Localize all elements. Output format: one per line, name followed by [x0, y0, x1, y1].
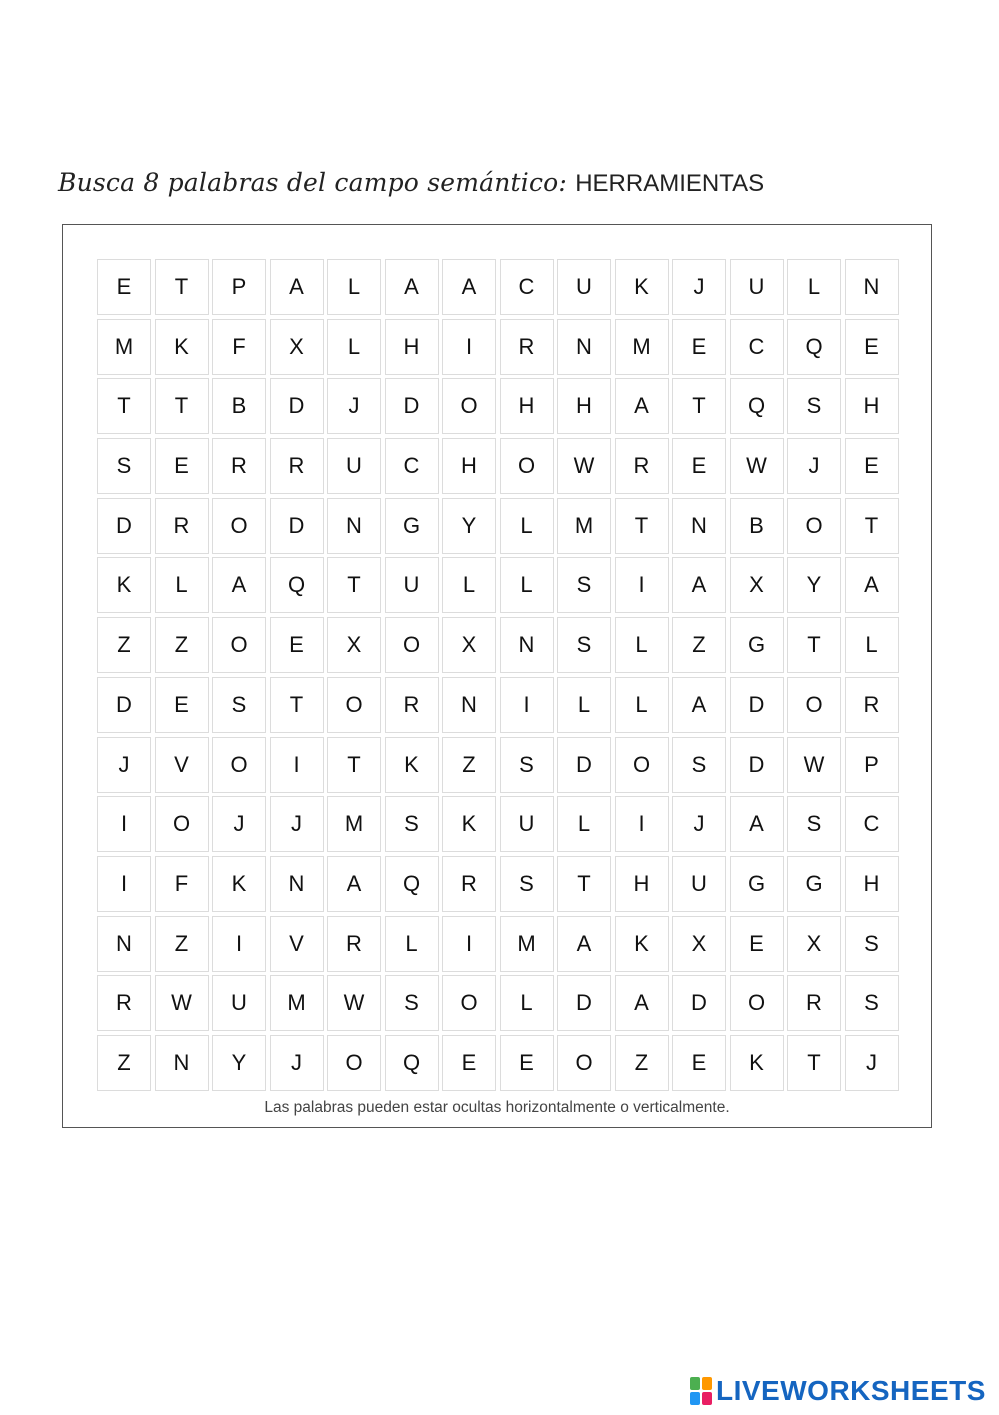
grid-cell[interactable]: M	[327, 796, 381, 852]
grid-cell[interactable]: M	[500, 916, 554, 972]
grid-cell[interactable]: U	[327, 438, 381, 494]
grid-cell[interactable]: T	[97, 378, 151, 434]
grid-cell[interactable]: O	[327, 677, 381, 733]
grid-cell[interactable]: L	[385, 916, 439, 972]
grid-cell[interactable]: N	[557, 319, 611, 375]
grid-cell[interactable]: M	[97, 319, 151, 375]
title-topic: HERRAMIENTAS	[575, 170, 765, 197]
grid-cell[interactable]: D	[557, 975, 611, 1031]
grid-cell[interactable]: F	[155, 856, 209, 912]
worksheet-title	[58, 168, 764, 198]
grid-cell[interactable]: I	[500, 677, 554, 733]
grid-cell[interactable]: A	[672, 557, 726, 613]
grid-cell[interactable]: X	[787, 916, 841, 972]
grid-cell[interactable]: R	[615, 438, 669, 494]
grid-cell[interactable]: S	[845, 975, 899, 1031]
grid-cell[interactable]: O	[442, 378, 496, 434]
grid-cell[interactable]: R	[500, 319, 554, 375]
grid-cell[interactable]: I	[442, 916, 496, 972]
grid-cell[interactable]: Q	[385, 1035, 439, 1091]
grid-cell[interactable]: F	[212, 319, 266, 375]
grid-cell[interactable]: D	[672, 975, 726, 1031]
grid-cell[interactable]: D	[730, 677, 784, 733]
grid-cell[interactable]: S	[557, 557, 611, 613]
grid-cell[interactable]: S	[787, 796, 841, 852]
grid-cell[interactable]: E	[672, 1035, 726, 1091]
grid-cell[interactable]: K	[155, 319, 209, 375]
grid-cell[interactable]: E	[845, 438, 899, 494]
grid-cell[interactable]: K	[730, 1035, 784, 1091]
grid-cell[interactable]: E	[500, 1035, 554, 1091]
grid-cell[interactable]: O	[212, 617, 266, 673]
grid-cell[interactable]: X	[730, 557, 784, 613]
grid-cell[interactable]: N	[327, 498, 381, 554]
grid-cell[interactable]: Q	[270, 557, 324, 613]
grid-cell[interactable]: D	[385, 378, 439, 434]
grid-cell[interactable]: N	[442, 677, 496, 733]
grid-cell[interactable]: T	[787, 617, 841, 673]
grid-cell[interactable]: H	[557, 378, 611, 434]
grid-cell[interactable]: B	[730, 498, 784, 554]
logo-icon-square-3	[690, 1392, 700, 1405]
grid-cell[interactable]: T	[327, 737, 381, 793]
grid-cell[interactable]: O	[787, 677, 841, 733]
grid-cell[interactable]: L	[500, 498, 554, 554]
grid-cell[interactable]: W	[155, 975, 209, 1031]
grid-cell[interactable]: J	[97, 737, 151, 793]
grid-cell[interactable]: J	[270, 796, 324, 852]
grid-cell[interactable]: O	[385, 617, 439, 673]
grid-cell[interactable]: Y	[212, 1035, 266, 1091]
grid-cell[interactable]: S	[97, 438, 151, 494]
grid-cell[interactable]: U	[385, 557, 439, 613]
grid-cell[interactable]: D	[270, 378, 324, 434]
grid-cell[interactable]: H	[385, 319, 439, 375]
grid-cell[interactable]: L	[327, 259, 381, 315]
grid-cell[interactable]: E	[155, 677, 209, 733]
grid-cell[interactable]: T	[557, 856, 611, 912]
grid-cell[interactable]: E	[672, 319, 726, 375]
grid-cell[interactable]: T	[845, 498, 899, 554]
grid-cell[interactable]: K	[615, 916, 669, 972]
grid-cell[interactable]: M	[557, 498, 611, 554]
grid-cell[interactable]: L	[787, 259, 841, 315]
grid-cell[interactable]: S	[212, 677, 266, 733]
grid-cell[interactable]: O	[615, 737, 669, 793]
grid-cell[interactable]: G	[385, 498, 439, 554]
grid-cell[interactable]: S	[500, 737, 554, 793]
grid-cell[interactable]: S	[557, 617, 611, 673]
grid-cell[interactable]: R	[270, 438, 324, 494]
grid-cell[interactable]: L	[442, 557, 496, 613]
grid-cell[interactable]: C	[385, 438, 439, 494]
word-search-grid	[97, 259, 899, 1091]
grid-cell[interactable]: O	[327, 1035, 381, 1091]
grid-cell[interactable]: R	[212, 438, 266, 494]
grid-cell[interactable]: S	[385, 796, 439, 852]
grid-cell[interactable]: N	[155, 1035, 209, 1091]
grid-cell[interactable]: R	[155, 498, 209, 554]
grid-cell[interactable]: T	[327, 557, 381, 613]
grid-cell[interactable]: N	[672, 498, 726, 554]
liveworksheets-logo[interactable]	[690, 1374, 986, 1408]
grid-cell[interactable]: Z	[615, 1035, 669, 1091]
grid-cell[interactable]: D	[730, 737, 784, 793]
grid-cell[interactable]: Q	[787, 319, 841, 375]
grid-cell[interactable]: A	[385, 259, 439, 315]
grid-cell[interactable]: Z	[442, 737, 496, 793]
grid-cell[interactable]: O	[787, 498, 841, 554]
grid-cell[interactable]: U	[557, 259, 611, 315]
grid-cell[interactable]: H	[500, 378, 554, 434]
grid-cell[interactable]: T	[155, 259, 209, 315]
grid-cell[interactable]: I	[212, 916, 266, 972]
grid-cell[interactable]: I	[615, 557, 669, 613]
grid-cell[interactable]: R	[442, 856, 496, 912]
grid-cell[interactable]: G	[787, 856, 841, 912]
grid-cell[interactable]: Z	[97, 617, 151, 673]
grid-cell[interactable]: E	[270, 617, 324, 673]
grid-cell[interactable]: A	[442, 259, 496, 315]
grid-cell[interactable]: W	[557, 438, 611, 494]
grid-cell[interactable]: I	[97, 856, 151, 912]
grid-cell[interactable]: M	[615, 319, 669, 375]
grid-cell[interactable]: G	[730, 856, 784, 912]
grid-cell[interactable]: Q	[385, 856, 439, 912]
grid-cell[interactable]: Q	[730, 378, 784, 434]
grid-cell[interactable]: D	[97, 677, 151, 733]
grid-cell[interactable]: K	[212, 856, 266, 912]
grid-cell[interactable]: N	[97, 916, 151, 972]
grid-cell[interactable]: U	[730, 259, 784, 315]
grid-cell[interactable]: A	[615, 975, 669, 1031]
grid-cell[interactable]: R	[327, 916, 381, 972]
instructions-note: Las palabras pueden estar ocultas horizontalmente o verticalmente.	[264, 1099, 730, 1116]
grid-cell[interactable]: A	[845, 557, 899, 613]
grid-cell[interactable]: U	[212, 975, 266, 1031]
grid-cell[interactable]: N	[270, 856, 324, 912]
grid-cell[interactable]: J	[327, 378, 381, 434]
grid-cell[interactable]: D	[270, 498, 324, 554]
grid-cell[interactable]: E	[442, 1035, 496, 1091]
grid-cell[interactable]: K	[97, 557, 151, 613]
grid-cell[interactable]: D	[557, 737, 611, 793]
grid-cell[interactable]: L	[557, 677, 611, 733]
logo-text: LIVEWORKSHEETS	[716, 1375, 986, 1406]
logo-icon-square-4	[702, 1392, 712, 1405]
grid-cell[interactable]: E	[155, 438, 209, 494]
grid-cell[interactable]: V	[155, 737, 209, 793]
grid-cell[interactable]: H	[615, 856, 669, 912]
grid-cell[interactable]: E	[730, 916, 784, 972]
grid-cell[interactable]: H	[442, 438, 496, 494]
grid-cell[interactable]: S	[845, 916, 899, 972]
grid-cell[interactable]: N	[845, 259, 899, 315]
grid-cell[interactable]: D	[97, 498, 151, 554]
grid-cell[interactable]: E	[97, 259, 151, 315]
grid-cell[interactable]: Z	[97, 1035, 151, 1091]
grid-cell[interactable]: R	[385, 677, 439, 733]
grid-cell[interactable]: O	[155, 796, 209, 852]
grid-cell[interactable]: Z	[155, 617, 209, 673]
grid-cell[interactable]: L	[155, 557, 209, 613]
grid-cell[interactable]: H	[845, 378, 899, 434]
grid-cell[interactable]: E	[672, 438, 726, 494]
grid-cell[interactable]: C	[730, 319, 784, 375]
grid-cell[interactable]: N	[500, 617, 554, 673]
grid-cell[interactable]: X	[327, 617, 381, 673]
grid-cell[interactable]: J	[787, 438, 841, 494]
grid-cell[interactable]: R	[845, 677, 899, 733]
title-prefix: Busca 8 palabras del campo semántico:	[58, 168, 576, 197]
grid-cell[interactable]: T	[155, 378, 209, 434]
grid-cell[interactable]: L	[615, 617, 669, 673]
grid-cell[interactable]: S	[787, 378, 841, 434]
grid-cell[interactable]: O	[212, 498, 266, 554]
grid-cell[interactable]: H	[845, 856, 899, 912]
grid-cell[interactable]: T	[615, 498, 669, 554]
grid-cell[interactable]: W	[327, 975, 381, 1031]
grid-cell[interactable]: X	[270, 319, 324, 375]
grid-cell[interactable]: O	[557, 1035, 611, 1091]
grid-cell[interactable]: A	[672, 677, 726, 733]
grid-cell[interactable]: Z	[672, 617, 726, 673]
grid-cell[interactable]: L	[500, 975, 554, 1031]
grid-cell[interactable]: E	[845, 319, 899, 375]
grid-cell[interactable]: L	[500, 557, 554, 613]
grid-cell[interactable]: X	[442, 617, 496, 673]
grid-cell[interactable]: A	[212, 557, 266, 613]
logo-icon-square-1	[690, 1377, 700, 1390]
grid-cell[interactable]: Z	[155, 916, 209, 972]
grid-cell[interactable]: Y	[787, 557, 841, 613]
grid-cell[interactable]: J	[672, 259, 726, 315]
grid-cell[interactable]: V	[270, 916, 324, 972]
grid-cell[interactable]: T	[270, 677, 324, 733]
grid-cell[interactable]: S	[385, 975, 439, 1031]
grid-cell[interactable]: B	[212, 378, 266, 434]
grid-cell[interactable]: J	[270, 1035, 324, 1091]
grid-cell[interactable]: A	[327, 856, 381, 912]
grid-cell[interactable]: L	[615, 677, 669, 733]
grid-cell[interactable]: A	[615, 378, 669, 434]
grid-cell[interactable]: O	[730, 975, 784, 1031]
grid-cell[interactable]: P	[845, 737, 899, 793]
logo-icon-square-2	[702, 1377, 712, 1390]
grid-cell[interactable]: A	[270, 259, 324, 315]
grid-cell[interactable]: K	[442, 796, 496, 852]
grid-cell[interactable]: S	[500, 856, 554, 912]
grid-cell[interactable]: T	[787, 1035, 841, 1091]
grid-cell[interactable]: A	[730, 796, 784, 852]
grid-cell[interactable]: O	[442, 975, 496, 1031]
grid-cell[interactable]: R	[97, 975, 151, 1031]
grid-cell[interactable]: U	[500, 796, 554, 852]
grid-cell[interactable]: X	[672, 916, 726, 972]
grid-cell[interactable]: W	[787, 737, 841, 793]
grid-cell[interactable]: I	[615, 796, 669, 852]
grid-cell[interactable]: R	[787, 975, 841, 1031]
grid-cell[interactable]: O	[212, 737, 266, 793]
grid-cell[interactable]: K	[385, 737, 439, 793]
grid-cell[interactable]: L	[327, 319, 381, 375]
grid-cell[interactable]: T	[672, 378, 726, 434]
grid-cell[interactable]: Y	[442, 498, 496, 554]
grid-cell[interactable]: M	[270, 975, 324, 1031]
grid-cell[interactable]: C	[845, 796, 899, 852]
grid-cell[interactable]: W	[730, 438, 784, 494]
grid-cell[interactable]: L	[557, 796, 611, 852]
grid-cell[interactable]: K	[615, 259, 669, 315]
grid-cell[interactable]: S	[672, 737, 726, 793]
grid-cell[interactable]: J	[672, 796, 726, 852]
grid-cell[interactable]: C	[500, 259, 554, 315]
grid-cell[interactable]: I	[270, 737, 324, 793]
grid-cell[interactable]: J	[845, 1035, 899, 1091]
grid-cell[interactable]: A	[557, 916, 611, 972]
grid-cell[interactable]: L	[845, 617, 899, 673]
grid-cell[interactable]: I	[442, 319, 496, 375]
grid-cell[interactable]: O	[500, 438, 554, 494]
liveworksheets-logo-icon	[690, 1377, 712, 1405]
grid-cell[interactable]: U	[672, 856, 726, 912]
grid-cell[interactable]: J	[212, 796, 266, 852]
grid-cell[interactable]: G	[730, 617, 784, 673]
grid-cell[interactable]: I	[97, 796, 151, 852]
grid-cell[interactable]: P	[212, 259, 266, 315]
